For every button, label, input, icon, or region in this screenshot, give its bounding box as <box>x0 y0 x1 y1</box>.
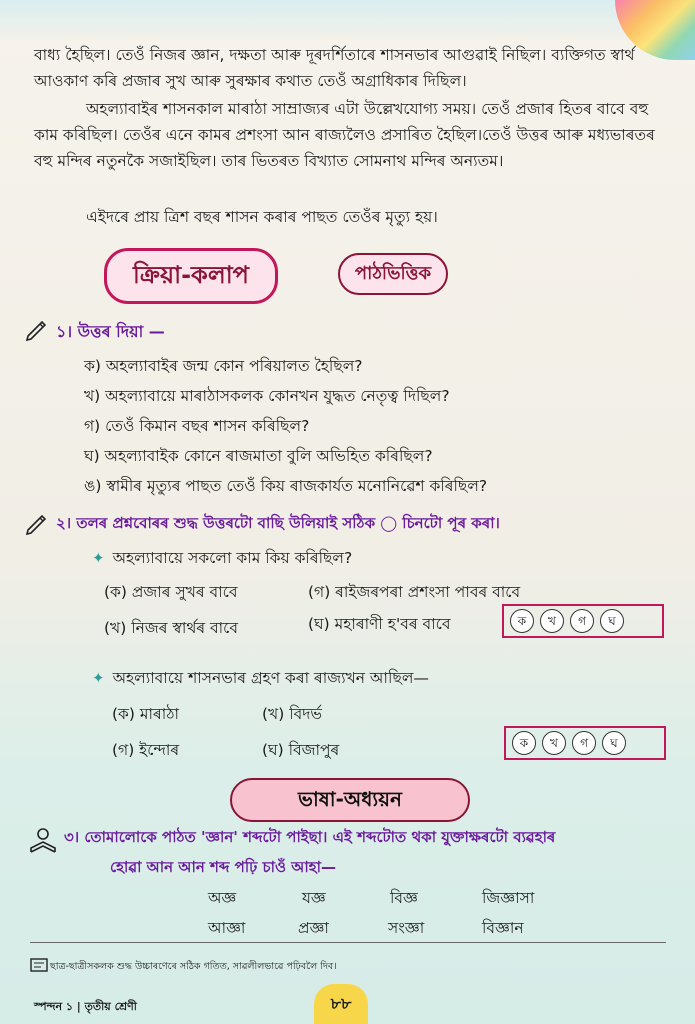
paragraph-2: অহল্যাবাইৰ শাসনকাল মাৰাঠা সাম্ৰাজ্যৰ এটা উল্লেখযোগ্য সময়। তেওঁ প্ৰজাৰ হিতৰ বাবে বহু কাম কৰিছিল। তেওঁৰ এনে কামৰ প্ৰশংসা আন ৰাজ্যলৈও প্ৰসাৰিত হৈছিল।তেওঁ উত্তৰ আৰু মধ্যভাৰতৰ বহু মন্দিৰ নতুনকৈ সজাইছিল। তাৰ ভিতৰত বিখ্যাত সোমনাথ মন্দিৰ অন্যতম। <box>34 100 655 170</box>
pencil-icon <box>24 316 50 342</box>
q1-list <box>84 351 487 501</box>
footer-divider <box>30 942 666 943</box>
word-8: বিজ্ঞান <box>482 919 524 937</box>
q1-heading: ১। উত্তৰ দিয়া — <box>56 322 165 341</box>
list-item: গ) তেওঁ কিমান বছৰ শাসন কৰিছিল? <box>84 417 310 435</box>
mcq1-option-a[interactable]: (ক) প্ৰজাৰ সুখৰ বাবে <box>104 583 238 601</box>
answer-circle-ka[interactable]: ক <box>512 731 536 755</box>
word-6: প্ৰজ্ঞা <box>298 919 329 937</box>
word-3: বিজ্ঞ <box>390 889 418 907</box>
word-4: জিজ্ঞাসা <box>482 889 535 907</box>
word-1: অজ্ঞ <box>208 889 237 907</box>
paragraph-1: বাধ্য হৈছিল। তেওঁ নিজৰ জ্ঞান, দক্ষতা আৰু দূৰদৰ্শিতাৰে শাসনভাৰ আগুৱাই নিছিল। ব্যক্তিগত স্বাৰ্থ আওকাণ কৰি প্ৰজাৰ সুখ আৰু সুৰক্ষাৰ কথাত তেওঁ অগ্ৰাধিকাৰ দিছিল। <box>34 46 635 90</box>
mcq2-question: ✦ অহল্যাবায়ে শাসনভাৰ গ্ৰহণ কৰা ৰাজ্যখন আছিল— <box>92 669 429 687</box>
q3-heading-line1: ৩। তোমালোকে পাঠত 'জ্ঞান' শব্দটো পাইছা। এই শব্দটোত থকা যুক্তাক্ষৰটো ব্যৱহাৰ <box>64 828 556 846</box>
mcq2-option-a[interactable]: (ক) মাৰাঠা <box>112 705 179 723</box>
language-study-label: ভাষা-অধ্যয়ন <box>230 778 470 822</box>
mcq2-option-c[interactable]: (গ) ইন্দোৰ <box>112 741 180 759</box>
word-7: সংজ্ঞা <box>388 919 425 937</box>
teacher-note-icon <box>30 956 48 974</box>
activity-section-label: ক্ৰিয়া-কলাপ <box>104 248 278 304</box>
word-5: আজ্ঞা <box>208 919 246 937</box>
list-item: ঙ) স্বামীৰ মৃত্যুৰ পাছত তেওঁ কিয় ৰাজকাৰ্যত মনোনিৱেশ কৰিছিল? <box>84 477 488 495</box>
q2-heading: ২। তলৰ প্ৰশ্নবোৰৰ শুদ্ধ উত্তৰটো বাছি উলিয়াই সঠিক ◯ চিনটো পূৰ কৰা। <box>56 514 500 532</box>
mcq1-option-c[interactable]: (গ) ৰাইজৰপৰা প্ৰশংসা পাবৰ বাবে <box>308 583 521 601</box>
answer-circle-ga[interactable]: গ <box>572 731 596 755</box>
mcq1-option-d[interactable]: (ঘ) মহাৰাণী হ'বৰ বাবে <box>308 615 451 633</box>
mcq1-answer-circles <box>502 604 664 638</box>
answer-circle-ga[interactable]: গ <box>570 609 594 633</box>
q3-heading-line2: হোৱা আন আন শব্দ পঢ়ি চাওঁ আহা— <box>110 858 336 876</box>
reading-student-icon <box>28 826 58 856</box>
word-2: যজ্ঞ <box>302 889 326 907</box>
mcq1-option-b[interactable]: (খ) নিজৰ স্বাৰ্থৰ বাবে <box>104 619 239 637</box>
mcq2-answer-circles <box>504 726 666 760</box>
answer-circle-gha[interactable]: ঘ <box>600 609 624 633</box>
star-icon: ✦ <box>92 549 105 567</box>
pencil-icon <box>24 510 50 536</box>
top-decoration <box>0 0 695 40</box>
mcq2-option-d[interactable]: (ঘ) বিজাপুৰ <box>262 741 340 759</box>
list-item: ঘ) অহল্যাবাইক কোনে ৰাজমাতা বুলি অভিহিত কৰিছিল? <box>84 447 433 465</box>
answer-circle-gha[interactable]: ঘ <box>602 731 626 755</box>
answer-circle-ka[interactable]: ক <box>510 609 534 633</box>
book-title: স্পন্দন ১ | তৃতীয় শ্ৰেণী <box>34 1000 137 1013</box>
paragraph-3: এইদৰে প্ৰায় ত্ৰিশ বছৰ শাসন কৰাৰ পাছত তেওঁৰ মৃত্যু হয়। <box>86 208 438 226</box>
footer-note: ছাত্ৰ-ছাত্ৰীসকলক শুদ্ধ উচ্চাৰণেৰে সঠিক গতিত, সাৱলীলভাৱে পঢ়িবলৈ দিব। <box>50 961 337 972</box>
page-number: ৮৮ <box>314 984 368 1024</box>
answer-circle-kha[interactable]: খ <box>542 731 566 755</box>
mcq1-question: ✦ অহল্যাবায়ে সকলো কাম কিয় কৰিছিল? <box>92 549 353 567</box>
answer-circle-kha[interactable]: খ <box>540 609 564 633</box>
list-item: ক) অহল্যাবাইৰ জন্ম কোন পৰিয়ালত হৈছিল? <box>84 357 363 375</box>
text-based-label: পাঠভিত্তিক <box>338 253 448 295</box>
list-item: খ) অহল্যাবায়ে মাৰাঠাসকলক কোনখন যুদ্ধত নেতৃত্ব দিছিল? <box>84 387 450 405</box>
mcq2-option-b[interactable]: (খ) বিদৰ্ভ <box>262 705 322 723</box>
star-icon: ✦ <box>92 669 105 687</box>
